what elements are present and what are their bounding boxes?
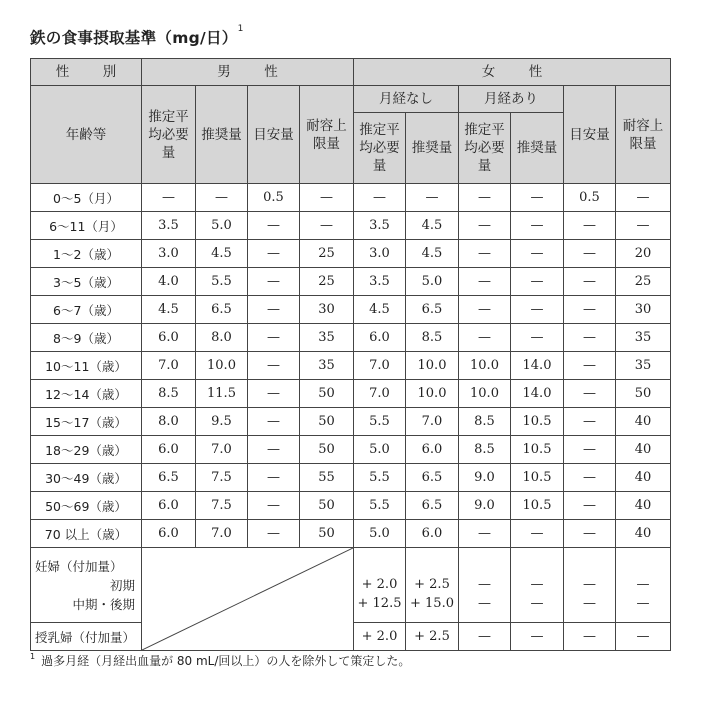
value-cell: — — [248, 352, 300, 380]
pregnant-row — [31, 548, 671, 623]
value-cell: 6.0 — [354, 324, 406, 352]
value-cell: 8.0 — [196, 324, 248, 352]
age-cell: 1～2（歳） — [31, 240, 142, 268]
value-cell: — — [564, 464, 616, 492]
header-menses: 月経あり — [459, 86, 564, 113]
value-cell: 35 — [616, 324, 671, 352]
table-row — [31, 268, 671, 296]
diagonal-line — [142, 548, 353, 650]
table-row — [31, 352, 671, 380]
age-cell: 70 以上（歳） — [31, 520, 142, 548]
value-cell: 7.0 — [196, 520, 248, 548]
pregnant-m-rda: — — — [511, 548, 564, 623]
value-cell: — — [459, 520, 511, 548]
value-cell: 6.0 — [142, 492, 196, 520]
value-cell: 6.5 — [406, 492, 459, 520]
table-row — [31, 492, 671, 520]
table-title — [30, 26, 244, 48]
value-cell: 4.5 — [354, 296, 406, 324]
value-cell: 6.5 — [196, 296, 248, 324]
value-cell: 50 — [300, 380, 354, 408]
value-cell: 8.0 — [142, 408, 196, 436]
value-cell: 6.0 — [406, 436, 459, 464]
lactating-ear: + 2.0 — [354, 623, 406, 651]
value-cell: 6.0 — [142, 324, 196, 352]
value-cell: 0.5 — [564, 184, 616, 212]
header-female-m-rda: 推奨量 — [511, 113, 564, 184]
value-cell: 3.0 — [142, 240, 196, 268]
table-row — [31, 296, 671, 324]
value-cell: — — [248, 296, 300, 324]
pregnant-ai: — — — [564, 548, 616, 623]
value-cell: 10.0 — [459, 380, 511, 408]
value-cell: 9.0 — [459, 464, 511, 492]
value-cell: — — [564, 380, 616, 408]
value-cell: 30 — [300, 296, 354, 324]
value-cell: 7.0 — [354, 380, 406, 408]
value-cell: — — [564, 436, 616, 464]
value-cell: — — [459, 324, 511, 352]
value-cell: 0.5 — [248, 184, 300, 212]
lactating-ul: — — [616, 623, 671, 651]
value-cell: 25 — [300, 268, 354, 296]
value-cell: 5.0 — [354, 436, 406, 464]
value-cell: 4.0 — [142, 268, 196, 296]
value-cell: 5.0 — [354, 520, 406, 548]
value-cell: — — [354, 184, 406, 212]
lactating-rda: + 2.5 — [406, 623, 459, 651]
age-cell: 18～29（歳） — [31, 436, 142, 464]
header-age: 年齢等 — [31, 86, 142, 184]
value-cell: 5.5 — [354, 408, 406, 436]
value-cell: 6.5 — [406, 296, 459, 324]
value-cell: 35 — [300, 324, 354, 352]
value-cell: 8.5 — [459, 436, 511, 464]
value-cell: — — [142, 184, 196, 212]
value-cell: 7.0 — [142, 352, 196, 380]
value-cell: — — [511, 324, 564, 352]
value-cell: 40 — [616, 408, 671, 436]
value-cell: 7.5 — [196, 492, 248, 520]
value-cell: — — [248, 520, 300, 548]
lactating-ai: — — [564, 623, 616, 651]
value-cell: 50 — [300, 492, 354, 520]
header-male: 男 性 — [142, 59, 354, 86]
value-cell: — — [564, 296, 616, 324]
value-cell: — — [564, 492, 616, 520]
value-cell: 5.5 — [354, 464, 406, 492]
lactating-m-rda: — — [511, 623, 564, 651]
table-body — [31, 184, 671, 548]
value-cell: — — [459, 240, 511, 268]
age-cell: 8～9（歳） — [31, 324, 142, 352]
value-cell: — — [459, 212, 511, 240]
age-cell: 0～5（月） — [31, 184, 142, 212]
header-sex: 性 別 — [31, 59, 142, 86]
value-cell: — — [511, 268, 564, 296]
value-cell: 50 — [300, 408, 354, 436]
value-cell: — — [196, 184, 248, 212]
value-cell: 3.5 — [142, 212, 196, 240]
male-not-applicable-cell — [142, 548, 354, 651]
pregnant-rda: + 2.5 + 15.0 — [406, 548, 459, 623]
value-cell: 30 — [616, 296, 671, 324]
value-cell: 3.5 — [354, 268, 406, 296]
value-cell: — — [459, 296, 511, 324]
value-cell: 6.0 — [142, 520, 196, 548]
value-cell: 4.5 — [142, 296, 196, 324]
value-cell: 20 — [616, 240, 671, 268]
value-cell: 9.5 — [196, 408, 248, 436]
value-cell: — — [248, 324, 300, 352]
value-cell: 6.0 — [406, 520, 459, 548]
value-cell: — — [248, 492, 300, 520]
lactating-label: 授乳婦（付加量） — [31, 623, 142, 651]
table-row — [31, 324, 671, 352]
value-cell: 3.0 — [354, 240, 406, 268]
header-male-rda: 推奨量 — [196, 86, 248, 184]
value-cell: 4.5 — [406, 212, 459, 240]
age-cell: 6～7（歳） — [31, 296, 142, 324]
value-cell: — — [511, 184, 564, 212]
pregnant-ul: — — — [616, 548, 671, 623]
pregnant-ear: + 2.0 + 12.5 — [354, 548, 406, 623]
value-cell: 5.5 — [196, 268, 248, 296]
value-cell: 5.0 — [406, 268, 459, 296]
value-cell: — — [564, 212, 616, 240]
header-male-ai: 目安量 — [248, 86, 300, 184]
value-cell: 14.0 — [511, 380, 564, 408]
value-cell: — — [300, 212, 354, 240]
value-cell: — — [564, 408, 616, 436]
value-cell: — — [406, 184, 459, 212]
value-cell: — — [564, 268, 616, 296]
footnote — [30, 652, 410, 669]
value-cell: 10.5 — [511, 464, 564, 492]
table-row — [31, 436, 671, 464]
value-cell: — — [564, 240, 616, 268]
header-female-nm-rda: 推奨量 — [406, 113, 459, 184]
footnote-mark: 1 — [30, 652, 36, 661]
value-cell: 8.5 — [142, 380, 196, 408]
value-cell: 40 — [616, 464, 671, 492]
value-cell: — — [459, 268, 511, 296]
value-cell: 14.0 — [511, 352, 564, 380]
pregnant-m-ear: — — — [459, 548, 511, 623]
value-cell: — — [564, 324, 616, 352]
value-cell: — — [511, 212, 564, 240]
header-female-ai: 目安量 — [564, 86, 616, 184]
value-cell: — — [511, 520, 564, 548]
iron-intake-table — [30, 58, 671, 651]
age-cell: 10～11（歳） — [31, 352, 142, 380]
age-cell: 15～17（歳） — [31, 408, 142, 436]
value-cell: 7.5 — [196, 464, 248, 492]
value-cell: 10.5 — [511, 492, 564, 520]
age-cell: 50～69（歳） — [31, 492, 142, 520]
header-female-nm-ear: 推定平均必要量 — [354, 113, 406, 184]
value-cell: 8.5 — [459, 408, 511, 436]
special-rows — [31, 548, 671, 651]
value-cell: 4.5 — [406, 240, 459, 268]
value-cell: — — [616, 184, 671, 212]
table-row — [31, 184, 671, 212]
age-cell: 30～49（歳） — [31, 464, 142, 492]
value-cell: — — [564, 520, 616, 548]
table-row — [31, 380, 671, 408]
header-female-ul: 耐容上限量 — [616, 86, 671, 184]
table-row — [31, 408, 671, 436]
age-cell: 6～11（月） — [31, 212, 142, 240]
value-cell: 40 — [616, 436, 671, 464]
footnote-text: 過多月経（月経出血量が 80 mL/回以上）の人を除外して策定した。 — [41, 654, 411, 668]
value-cell: 55 — [300, 464, 354, 492]
value-cell: — — [511, 296, 564, 324]
value-cell: — — [300, 184, 354, 212]
value-cell: — — [459, 184, 511, 212]
value-cell: 5.0 — [196, 212, 248, 240]
value-cell: 10.0 — [459, 352, 511, 380]
value-cell: 35 — [300, 352, 354, 380]
value-cell: 25 — [616, 268, 671, 296]
table-row — [31, 464, 671, 492]
value-cell: — — [564, 352, 616, 380]
value-cell: — — [248, 268, 300, 296]
value-cell: 50 — [300, 436, 354, 464]
age-cell: 3～5（歳） — [31, 268, 142, 296]
lactating-m-ear: — — [459, 623, 511, 651]
age-cell: 12～14（歳） — [31, 380, 142, 408]
value-cell: 7.0 — [196, 436, 248, 464]
value-cell: 25 — [300, 240, 354, 268]
value-cell: 4.5 — [196, 240, 248, 268]
value-cell: 7.0 — [406, 408, 459, 436]
value-cell: 3.5 — [354, 212, 406, 240]
value-cell: — — [248, 240, 300, 268]
value-cell: 35 — [616, 352, 671, 380]
value-cell: 10.5 — [511, 436, 564, 464]
value-cell: — — [248, 464, 300, 492]
header-male-ear: 推定平均必要量 — [142, 86, 196, 184]
value-cell: 40 — [616, 492, 671, 520]
value-cell: — — [248, 408, 300, 436]
value-cell: 11.5 — [196, 380, 248, 408]
value-cell: 7.0 — [354, 352, 406, 380]
value-cell: 5.5 — [354, 492, 406, 520]
value-cell: 10.0 — [406, 352, 459, 380]
value-cell: 40 — [616, 520, 671, 548]
header-female-m-ear: 推定平均必要量 — [459, 113, 511, 184]
table-row — [31, 520, 671, 548]
value-cell: — — [248, 380, 300, 408]
value-cell: 8.5 — [406, 324, 459, 352]
value-cell: 10.0 — [406, 380, 459, 408]
value-cell: 10.5 — [511, 408, 564, 436]
value-cell: 6.0 — [142, 436, 196, 464]
header-male-ul: 耐容上限量 — [300, 86, 354, 184]
table-row — [31, 240, 671, 268]
value-cell: — — [511, 240, 564, 268]
value-cell: — — [616, 212, 671, 240]
value-cell: 6.5 — [406, 464, 459, 492]
value-cell: 6.5 — [142, 464, 196, 492]
table-row — [31, 212, 671, 240]
value-cell: 50 — [616, 380, 671, 408]
value-cell: 50 — [300, 520, 354, 548]
title-text: 鉄の食事摂取基準（mg/日） — [30, 29, 238, 47]
title-footnote-mark: 1 — [237, 24, 244, 34]
value-cell: — — [248, 436, 300, 464]
value-cell: 10.0 — [196, 352, 248, 380]
header-female: 女 性 — [354, 59, 671, 86]
value-cell: 9.0 — [459, 492, 511, 520]
pregnant-label: 妊婦（付加量） 初期 中期・後期 — [31, 548, 142, 623]
header-no-menses: 月経なし — [354, 86, 459, 113]
value-cell: — — [248, 212, 300, 240]
